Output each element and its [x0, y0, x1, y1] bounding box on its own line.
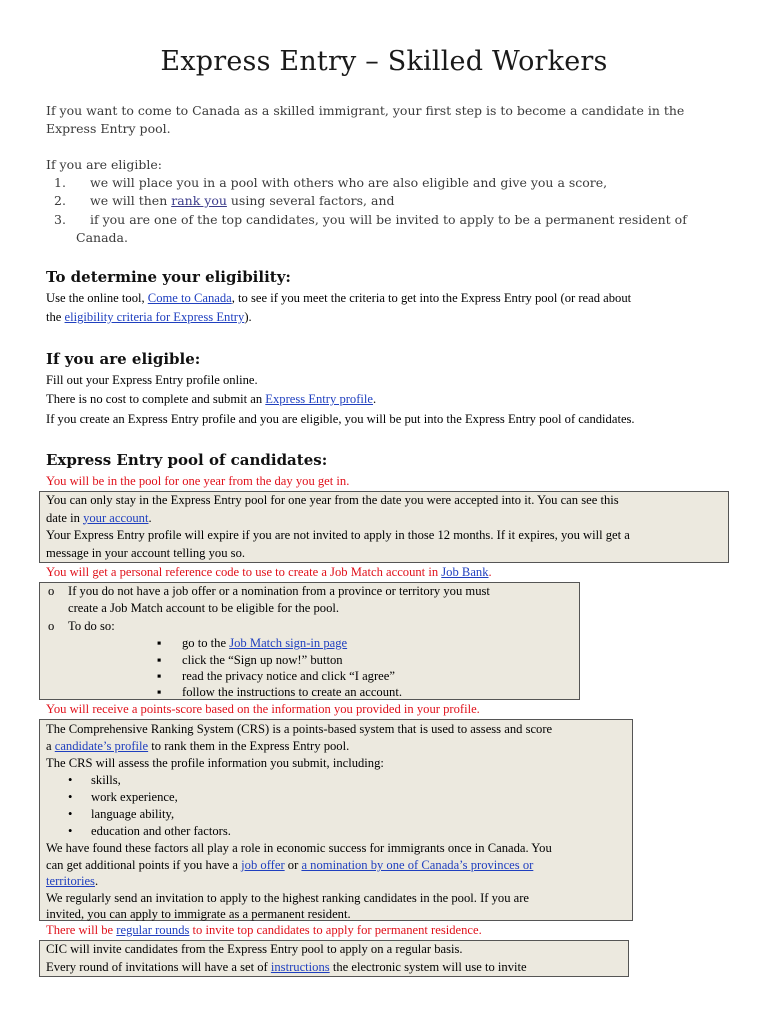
list-number: 1.: [54, 175, 66, 190]
rank-you-link[interactable]: rank you: [171, 193, 227, 208]
text: can get additional points if you have a: [46, 858, 242, 872]
text: or: [284, 858, 302, 872]
box3-line-2: [46, 738, 349, 756]
text: date in: [46, 510, 84, 525]
text: the electronic system will use to invite: [329, 959, 527, 974]
pool-red-2: [46, 564, 492, 582]
box3-line-1: The Comprehensive Ranking System (CRS) is a points-based system that is used to assess and score: [46, 722, 553, 736]
sub-item: read the privacy notice and click “I agree”: [182, 669, 395, 683]
box4-line-1: CIC will invite candidates from the Express Entry pool to apply on a regular basis.: [46, 942, 463, 956]
box3-line-6: [46, 873, 98, 891]
text: You will get a personal reference code to use to create a Job Match account in: [46, 565, 442, 579]
square-bullet-icon: ▪: [157, 669, 162, 683]
square-bullet-icon: ▪: [157, 653, 162, 667]
pool-info-box-3: [39, 719, 633, 921]
pool-heading-text: Express Entry pool of candidates:: [46, 451, 328, 469]
job-offer-link[interactable]: job offer: [241, 858, 285, 872]
determine-line-1: [46, 290, 631, 308]
express-entry-profile-link[interactable]: Express Entry profile: [265, 392, 374, 406]
pool-info-box-4: [39, 940, 629, 977]
job-bank-link[interactable]: Job Bank: [441, 565, 489, 579]
box3-line-5: [46, 857, 533, 875]
list-text: using several factors, and: [226, 193, 395, 208]
box3-bullet: skills,: [91, 773, 121, 787]
box2-bullet-2: To do so:: [68, 619, 115, 633]
square-bullet-icon: ▪: [157, 685, 162, 699]
round-bullet-icon: •: [68, 824, 73, 838]
pool-red-4: [46, 922, 482, 940]
text: to rank them in the Express Entry pool.: [148, 739, 350, 753]
list-item: [54, 192, 395, 210]
determine-heading: To determine your eligibility:: [46, 268, 291, 286]
pool-red-1: You will be in the pool for one year from the day you get in.: [46, 474, 350, 488]
box3-line-3: The CRS will assess the profile information you submit, including:: [46, 756, 384, 770]
eligible-line-3: If you create an Express Entry profile and you are eligible, you will be put into the Express Entry pool of candidates.: [46, 412, 635, 426]
determine-line-2: [46, 309, 252, 327]
text: There will be: [46, 923, 117, 937]
list-item: [54, 174, 607, 192]
round-bullet-icon: •: [68, 773, 73, 787]
job-match-sign-in-link[interactable]: Job Match sign-in page: [229, 636, 348, 650]
box3-line-7: We regularly send an invitation to apply to the highest ranking candidates in the pool. If you are: [46, 891, 530, 905]
sub-item: follow the instructions to create an account.: [182, 685, 402, 699]
page-title: Express Entry – Skilled Workers: [160, 46, 608, 77]
box3-bullet: language ability,: [91, 807, 175, 821]
eligible-line-2: [46, 391, 376, 409]
list-item: [54, 211, 687, 229]
box3-line-4: We have found these factors all play a role in economic success for immigrants once in Canada. You: [46, 841, 552, 855]
box4-line-2: [46, 959, 622, 977]
instructions-link[interactable]: instructions: [270, 959, 330, 974]
square-bullet-icon: ▪: [157, 636, 162, 650]
intro-line-1: If you want to come to Canada as a skilled immigrant, your first step is to become a candidate in the: [46, 103, 685, 118]
box3-line-8: invited, you can apply to immigrate as a permanent resident.: [46, 907, 351, 921]
your-account-link[interactable]: your account: [83, 510, 149, 525]
text: There is no cost to complete and submit an: [46, 392, 266, 406]
sub-item: click the “Sign up now!” button: [182, 653, 343, 667]
list-number: 3.: [54, 212, 66, 227]
eligible-heading: If you are eligible:: [46, 350, 201, 368]
box1-line-2: [46, 510, 722, 528]
list-text: if you are one of the top candidates, you will be invited to apply to be a permanent resident of: [90, 212, 687, 227]
text: Every round of invitations will have a set of: [46, 959, 271, 974]
outline-bullet-icon: o: [48, 619, 55, 633]
list-text: we will place you in a pool with others who are also eligible and give you a score,: [90, 175, 608, 190]
list-number: 2.: [54, 193, 66, 208]
text: .: [373, 392, 377, 406]
text: , to see if you meet the criteria to get into the Express Entry pool (or read about: [231, 291, 632, 305]
regular-rounds-link[interactable]: regular rounds: [116, 923, 190, 937]
pool-red-3: You will receive a points-score based on the information you provided in your profile.: [46, 702, 480, 716]
text: a: [46, 739, 55, 753]
provincial-nomination-link[interactable]: a nomination by one of Canada’s provinces or: [301, 858, 534, 872]
eligibility-criteria-link[interactable]: eligibility criteria for Express Entry: [64, 310, 245, 324]
list-item-continued: Canada.: [76, 230, 128, 245]
text: Use the online tool,: [46, 291, 148, 305]
box1-line-4: message in your account telling you so.: [46, 545, 246, 560]
text: to invite top candidates to apply for permanent residence.: [189, 923, 482, 937]
round-bullet-icon: •: [68, 790, 73, 804]
box2-bullet-1-cont: create a Job Match account to be eligible for the pool.: [68, 601, 340, 615]
text: go to the: [182, 636, 230, 650]
list-text: we will then: [90, 193, 172, 208]
box1-line-3: Your Express Entry profile will expire if you are not invited to apply in those 12 months. If it expires, you will get a: [46, 528, 630, 542]
candidates-profile-link[interactable]: candidate’s profile: [54, 739, 149, 753]
box3-bullet: education and other factors.: [91, 824, 231, 838]
sub-item: [182, 635, 347, 653]
text: ).: [244, 310, 252, 324]
come-to-canada-link[interactable]: Come to Canada: [147, 291, 232, 305]
intro-line-2: Express Entry pool.: [46, 121, 171, 136]
pool-info-box-2: [39, 582, 580, 700]
pool-heading: [46, 451, 327, 469]
intro-paragraph: [46, 102, 684, 138]
box2-bullet-1: If you do not have a job offer or a nomination from a province or territory you must: [68, 584, 490, 598]
text: .: [94, 874, 99, 888]
eligible-lead: If you are eligible:: [46, 157, 162, 172]
text: .: [148, 510, 152, 525]
text: the: [46, 310, 65, 324]
text: .: [488, 565, 492, 579]
outline-bullet-icon: o: [48, 584, 55, 598]
pool-info-box-1: [39, 491, 729, 563]
eligible-line-1: Fill out your Express Entry profile online.: [46, 373, 258, 387]
round-bullet-icon: •: [68, 807, 73, 821]
territories-link[interactable]: territories: [46, 874, 95, 888]
box1-line-1: You can only stay in the Express Entry pool for one year from the date you were accepted into it. You can see this: [46, 493, 619, 507]
box3-bullet: work experience,: [91, 790, 178, 804]
